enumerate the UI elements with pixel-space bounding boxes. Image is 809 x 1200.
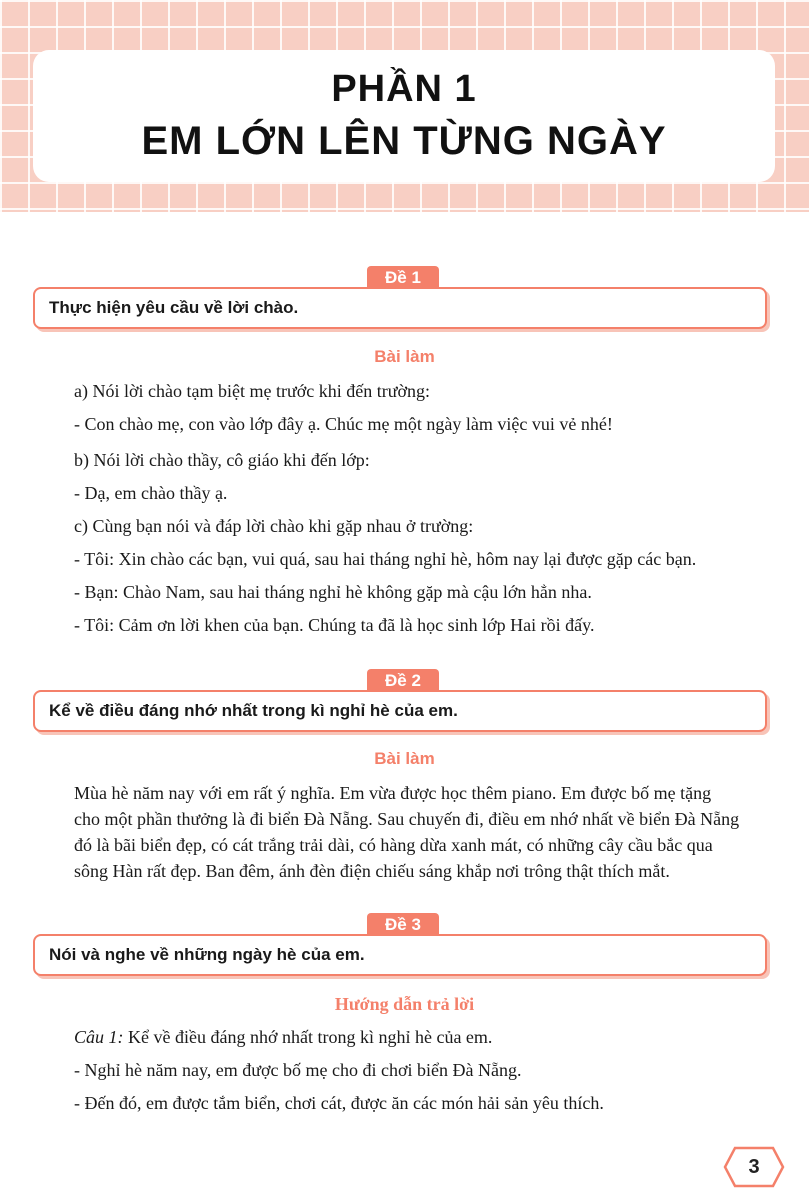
essay-line: cho một phần thưởng là đi biển Đà Nẵng. Sau chuyến đi, điều em nhớ nhất về biển Đà Nẵng [74, 809, 740, 829]
question-line [74, 1027, 492, 1048]
question-text: Kể về điều đáng nhớ nhất trong kì nghỉ hè của em. [123, 1027, 493, 1047]
answer-line: b) Nói lời chào thầy, cô giáo khi đến lớp: [74, 450, 370, 470]
header-banner [0, 0, 809, 212]
task-text-2: Kể về điều đáng nhớ nhất trong kì nghỉ hè của em. [49, 701, 458, 720]
section-tag-1: Đề 1 [367, 266, 439, 288]
task-box-1 [33, 287, 767, 329]
answer-line: - Tôi: Cảm ơn lời khen của bạn. Chúng ta đã là học sinh lớp Hai rồi đấy. [74, 615, 595, 635]
section-heading-1: Bài làm [374, 347, 435, 366]
section-heading-2: Bài làm [374, 749, 435, 768]
answer-line: a) Nói lời chào tạm biệt mẹ trước khi đến trường: [74, 381, 430, 401]
answer-line: - Nghỉ hè năm nay, em được bố mẹ cho đi chơi biển Đà Nẵng. [74, 1060, 522, 1080]
page-number: 3 [748, 1156, 760, 1178]
essay-line: sông Hàn rất đẹp. Ban đêm, ánh đèn điện chiếu sáng khắp nơi trông thật thích mắt. [74, 861, 670, 881]
section-heading-3: Hướng dẫn trả lời [334, 994, 475, 1014]
answer-line: c) Cùng bạn nói và đáp lời chào khi gặp nhau ở trường: [74, 516, 474, 536]
question-label: Câu 1: [74, 1027, 124, 1047]
answer-line: - Tôi: Xin chào các bạn, vui quá, sau hai tháng nghỉ hè, hôm nay lại được gặp các bạn. [74, 549, 697, 569]
task-box-3 [33, 934, 767, 976]
section-tag-2: Đề 2 [367, 669, 439, 691]
part-title: PHẦN 1 [331, 68, 477, 111]
chapter-title: EM LỚN LÊN TỪNG NGÀY [141, 118, 667, 163]
essay-line: đó là bãi biển đẹp, có cát trắng trải dài, có hàng dừa xanh mát, có những cây cầu bắc qua [74, 835, 713, 855]
section-tag-3: Đề 3 [367, 913, 439, 935]
answer-line: - Con chào mẹ, con vào lớp đây ạ. Chúc mẹ một ngày làm việc vui vẻ nhé! [74, 414, 613, 434]
answer-line: - Đến đó, em được tắm biển, chơi cát, được ăn các món hải sản yêu thích. [74, 1093, 604, 1113]
answer-line: - Dạ, em chào thầy ạ. [74, 483, 228, 503]
page-number-badge [723, 1146, 785, 1188]
answer-line: - Bạn: Chào Nam, sau hai tháng nghỉ hè không gặp mà cậu lớn hẳn nha. [74, 582, 592, 602]
task-text-1: Thực hiện yêu cầu về lời chào. [49, 298, 299, 317]
title-box [33, 50, 775, 182]
essay-line: Mùa hè năm nay với em rất ý nghĩa. Em vừa được học thêm piano. Em được bố mẹ tặng [74, 783, 712, 803]
task-text-3: Nói và nghe về những ngày hè của em. [49, 945, 365, 964]
task-box-2 [33, 690, 767, 732]
